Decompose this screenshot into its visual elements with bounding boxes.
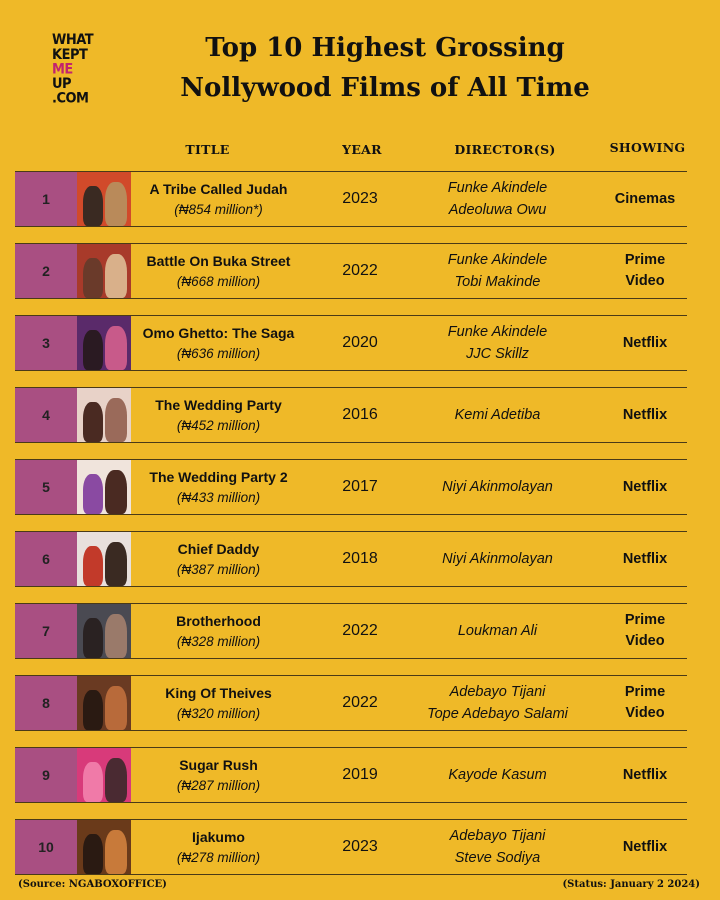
- film-title: The Wedding Party: [155, 396, 282, 413]
- director-name: Funke Akindele: [447, 324, 548, 340]
- showing-text: Netflix: [622, 550, 668, 567]
- table-row: [15, 243, 687, 299]
- film-year: 2022: [342, 262, 378, 279]
- logo-line-5: .COM: [52, 90, 89, 107]
- source-note: (Source: NGABOXOFFICE): [18, 879, 167, 890]
- header-directors: DIRECTOR(S): [454, 142, 556, 157]
- film-gross: (₦854 million*): [174, 201, 263, 217]
- table-row: [15, 603, 687, 659]
- film-gross: (₦320 million): [176, 705, 261, 721]
- showing-text: Netflix: [622, 478, 668, 495]
- film-gross: (₦278 million): [176, 849, 261, 865]
- director-name: Tope Adebayo Salami: [427, 706, 568, 722]
- table-row: [15, 387, 687, 443]
- film-poster: [77, 388, 131, 442]
- film-year: 2023: [342, 190, 378, 207]
- table-row: [15, 747, 687, 803]
- site-logo: [52, 33, 96, 106]
- directors-cell: [410, 748, 585, 802]
- film-title: Brotherhood: [176, 612, 261, 629]
- film-gross: (₦636 million): [176, 345, 261, 361]
- title-cell: [131, 388, 306, 442]
- showing-cell: [600, 460, 690, 514]
- showing-text: Netflix: [622, 334, 668, 351]
- table-row: [15, 819, 687, 875]
- film-title: Omo Ghetto: The Saga: [142, 324, 295, 341]
- title-cell: [131, 820, 306, 874]
- film-gross: (₦433 million): [176, 489, 261, 505]
- director-name: JJC Skillz: [466, 346, 529, 362]
- showing-text: Netflix: [622, 406, 668, 423]
- director-name: Tobi Makinde: [454, 274, 541, 290]
- logo-line-4: UP: [52, 75, 72, 93]
- directors-cell: [410, 820, 585, 874]
- directors-cell: [410, 676, 585, 730]
- showing-text: Prime Video: [624, 612, 666, 649]
- film-poster: [77, 676, 131, 730]
- directors-cell: [410, 172, 585, 226]
- showing-cell: [600, 820, 690, 874]
- film-year: 2022: [342, 694, 378, 711]
- showing-text: Netflix: [622, 838, 668, 855]
- table-row: [15, 675, 687, 731]
- film-year: 2019: [342, 766, 378, 783]
- status-note: (Status: January 2 2024): [562, 879, 700, 890]
- header-year: YEAR: [342, 142, 382, 157]
- rank-cell: 5: [15, 460, 77, 514]
- rank-cell: 4: [15, 388, 77, 442]
- film-poster: [77, 316, 131, 370]
- header-showing: SHOWING: [609, 140, 686, 155]
- film-title: Sugar Rush: [179, 756, 258, 773]
- film-poster: [77, 820, 131, 874]
- table-row: [15, 171, 687, 227]
- table-row: [15, 531, 687, 587]
- showing-cell: [600, 244, 690, 298]
- rank-cell: 2: [15, 244, 77, 298]
- table-row: [15, 315, 687, 371]
- showing-cell: [600, 748, 690, 802]
- film-poster: [77, 244, 131, 298]
- film-poster: [77, 748, 131, 802]
- title-cell: [131, 604, 306, 658]
- film-poster: [77, 460, 131, 514]
- film-year: 2023: [342, 838, 378, 855]
- showing-text: Netflix: [622, 766, 668, 783]
- director-name: Adeoluwa Owu: [448, 202, 547, 218]
- director-name: Steve Sodiya: [454, 850, 541, 866]
- rank-cell: 7: [15, 604, 77, 658]
- film-gross: (₦328 million): [176, 633, 261, 649]
- rank-cell: 3: [15, 316, 77, 370]
- logo-line-2: KEPT: [52, 46, 88, 64]
- film-title: Chief Daddy: [177, 540, 260, 557]
- title-cell: [131, 244, 306, 298]
- showing-text: Prime Video: [624, 252, 666, 289]
- film-gross: (₦668 million): [176, 273, 261, 289]
- showing-cell: [600, 172, 690, 226]
- film-title: Ijakumo: [192, 828, 245, 845]
- director-name: Funke Akindele: [447, 252, 548, 268]
- director-name: Adebayo Tijani: [449, 684, 546, 700]
- showing-cell: [600, 676, 690, 730]
- directors-cell: [410, 244, 585, 298]
- director-name: Adebayo Tijani: [449, 828, 546, 844]
- title-cell: [131, 172, 306, 226]
- title-cell: [131, 532, 306, 586]
- title-cell: [131, 676, 306, 730]
- director-name: Kayode Kasum: [448, 767, 547, 783]
- film-gross: (₦452 million): [176, 417, 261, 433]
- title-cell: [131, 316, 306, 370]
- director-name: Niyi Akinmolayan: [442, 551, 553, 567]
- film-poster: [77, 172, 131, 226]
- film-year: 2018: [342, 550, 378, 567]
- showing-cell: [600, 388, 690, 442]
- director-name: Funke Akindele: [447, 180, 548, 196]
- title-cell: [131, 748, 306, 802]
- film-title: King Of Theives: [165, 684, 272, 701]
- film-gross: (₦387 million): [176, 561, 261, 577]
- director-name: Niyi Akinmolayan: [442, 479, 553, 495]
- showing-cell: [600, 604, 690, 658]
- film-title: The Wedding Party 2: [149, 468, 288, 485]
- showing-cell: [600, 532, 690, 586]
- showing-cell: [600, 316, 690, 370]
- rank-cell: 10: [15, 820, 77, 874]
- directors-cell: [410, 604, 585, 658]
- showing-text: Cinemas: [614, 190, 676, 207]
- director-name: Loukman Ali: [457, 623, 538, 639]
- page-title: Top 10 Highest Grossing Nollywood Films of All Time: [180, 33, 590, 103]
- directors-cell: [410, 388, 585, 442]
- directors-cell: [410, 532, 585, 586]
- film-title: Battle On Buka Street: [146, 252, 291, 269]
- film-title: A Tribe Called Judah: [149, 180, 288, 197]
- director-name: Kemi Adetiba: [454, 407, 541, 423]
- film-year: 2022: [342, 622, 378, 639]
- film-poster: [77, 532, 131, 586]
- film-poster: [77, 604, 131, 658]
- directors-cell: [410, 316, 585, 370]
- film-year: 2017: [342, 478, 378, 495]
- logo-line-3: ME: [52, 61, 73, 78]
- rank-cell: 1: [15, 172, 77, 226]
- header-title: TITLE: [185, 142, 230, 157]
- rank-cell: 6: [15, 532, 77, 586]
- film-year: 2016: [342, 406, 378, 423]
- film-year: 2020: [342, 334, 378, 351]
- film-gross: (₦287 million): [176, 777, 261, 793]
- table-row: [15, 459, 687, 515]
- showing-text: Prime Video: [624, 684, 666, 721]
- rank-cell: 8: [15, 676, 77, 730]
- logo-line-1: WHAT: [52, 31, 94, 49]
- rank-cell: 9: [15, 748, 77, 802]
- directors-cell: [410, 460, 585, 514]
- title-cell: [131, 460, 306, 514]
